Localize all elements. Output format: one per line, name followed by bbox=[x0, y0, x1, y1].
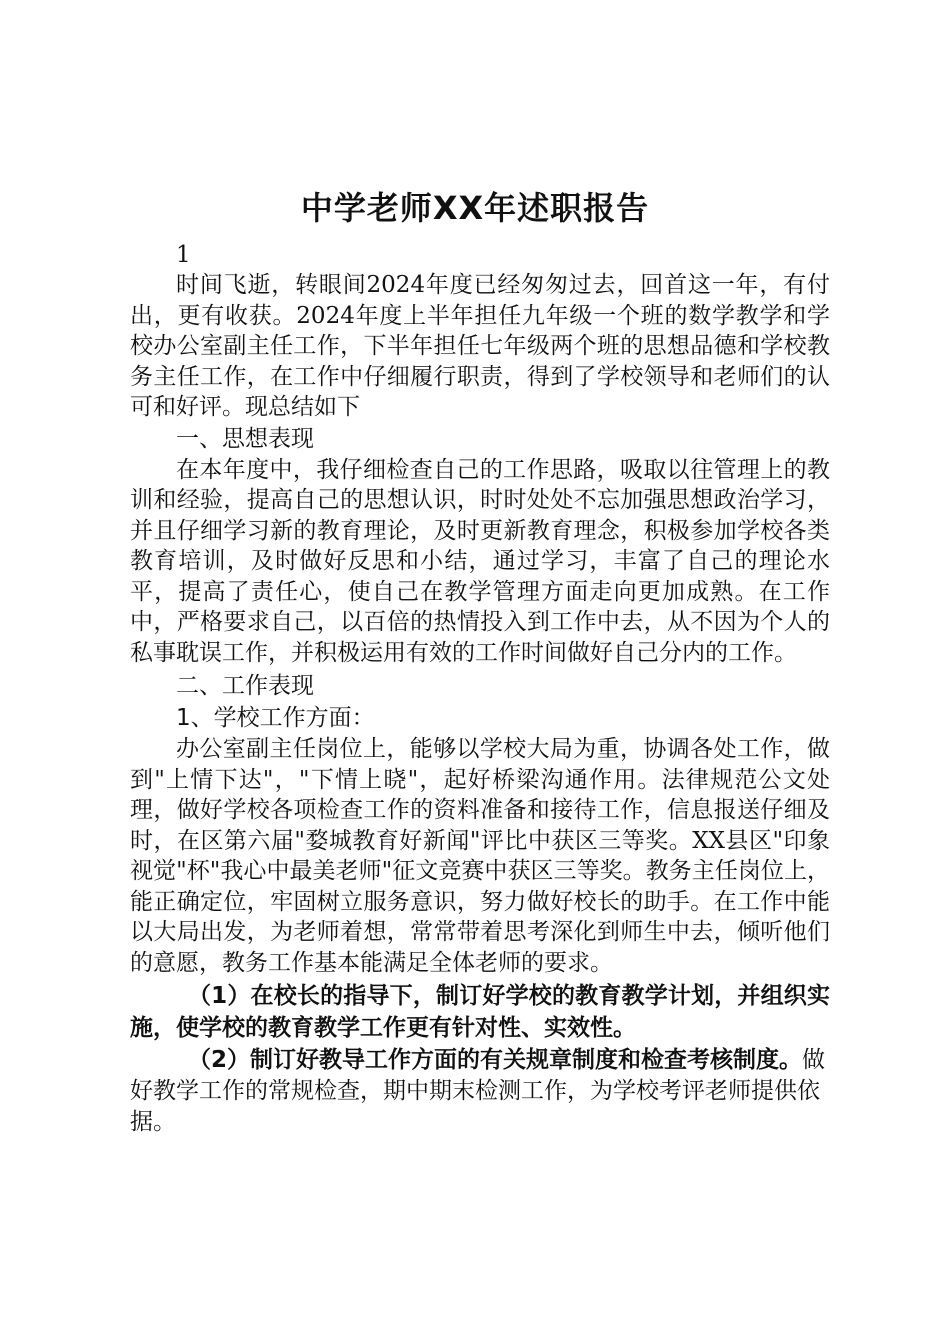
list-item-1: （1）在校长的指导下，制订好学校的教育教学计划，并组织实施，使学校的教育教学工作更有针对性、实效性。 bbox=[130, 983, 830, 1041]
subsection-heading-school-work: 1、学校工作方面： bbox=[176, 705, 375, 731]
document-title: 中学老师XX年述职报告 bbox=[300, 189, 650, 227]
list-item-2-lead: （2）制订好教导工作方面的有关规章制度和检查考核制度。 bbox=[188, 1047, 803, 1073]
subsection-body-school-work: 办公室副主任岗位上，能够以学校大局为重，协调各处工作，做到"上情下达"，"下情上晓"，起好桥梁沟通作用。法律规范公文处理，做好学校各项检查工作的资料准备和接待工作，信息报送仔细及时，在区第六届"婺城教育好新闻"评比中获区三等奖。XX县区"印象视觉"杯"我心中最美老师"征文竞赛中获区三等奖。教务主任岗位上，能正确定位，牢固树立服务意识，努力做好校长的助手。在工作中能以大局出发，为老师着想，常常带着思考深化到师生中去，倾听他们的意愿，教务工作基本能满足全体老师的要求。 bbox=[130, 736, 830, 976]
section-heading-thought: 一、思想表现 bbox=[176, 425, 314, 452]
document-body bbox=[130, 240, 830, 1137]
page-number: 1 bbox=[176, 242, 191, 268]
list-item-2-rest: 做好教学工作的常规检查，期中期末检测工作，为学校考评老师提供依据。 bbox=[130, 1047, 826, 1135]
intro-paragraph: 时间飞逝，转眼间2024年度已经匆匆过去，回首这一年，有付出，更有收获。2024年度上半年担任九年级一个班的数学教学和学校办公室副主任工作，下半年担任七年级两个班的思想品德和学校教务主任工作，在工作中仔细履行职责，得到了学校领导和老师们的认可和好评。现总结如下 bbox=[130, 272, 830, 420]
section-body-thought: 在本年度中，我仔细检查自己的工作思路，吸取以往管理上的教训和经验，提高自己的思想认识，时时处处不忘加强思想政治学习，并且仔细学习新的教育理论，及时更新教育理念，积极参加学校各类教育培训，及时做好反思和小结，通过学习，丰富了自己的理论水平，提高了责任心，使自己在教学管理方面走向更加成熟。在工作中，严格要求自己，以百倍的热情投入到工作中去，从不因为个人的私事耽误工作，并积极运用有效的工作时间做好自己分内的工作。 bbox=[130, 456, 830, 666]
section-heading-work: 二、工作表现 bbox=[176, 673, 314, 699]
list-item-2 bbox=[130, 1044, 830, 1137]
